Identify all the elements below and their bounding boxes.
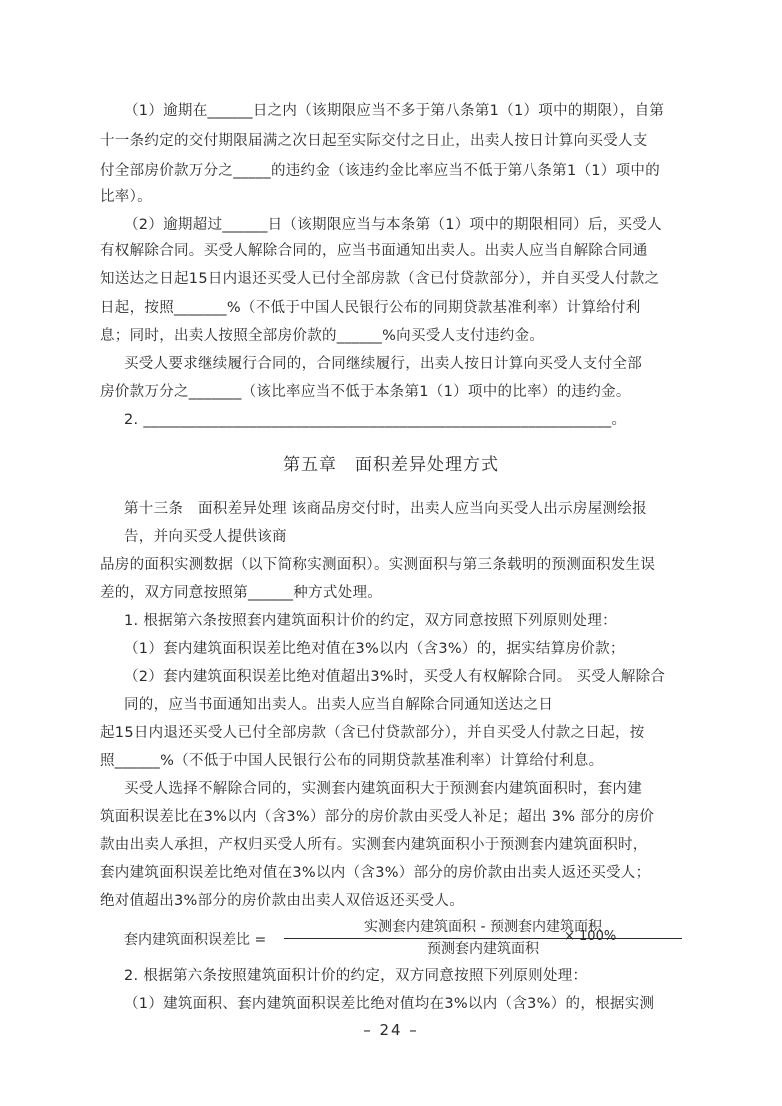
para-line: 差的，双方同意按照第______种方式处理。 [100, 585, 383, 601]
para-line: 照______%（不低于中国人民银行公布的同期贷款基准利率）计算给付利息。 [100, 753, 604, 769]
para-line: 第十三条 面积差异处理 该商品房交付时，出卖人应当向买受人出示房屋测绘报 [124, 501, 647, 517]
para-line: 买受人选择不解除合同的，实测套内建筑面积大于预测套内建筑面积时，套内建 [124, 781, 642, 797]
para-line: 付全部房价款万分之_____的违约金（该违约金比率应当不低于第八条第1（1）项中的 [100, 163, 660, 179]
para-line: （1）套内建筑面积误差比绝对值在3%以内（含3%）的，据实结算房价款； [124, 641, 625, 657]
formula-denominator: 预测套内建筑面积 [427, 941, 539, 957]
para-line: 款由出卖人承担，产权归买受人所有。实测套内建筑面积小于预测套内建筑面积时， [100, 837, 648, 853]
para-line: 房价款万分之_______（该比率应当不低于本条第1（1）项中的比率）的违约金。 [100, 384, 631, 400]
para-line: 十一条约定的交付期限届满之次日起至实际交付之日止，出卖人按日计算向买受人支 [100, 133, 648, 149]
para-line: 日起，按照_______%（不低于中国人民银行公布的同期贷款基准利率）计算给付利 [100, 300, 641, 316]
para-line: 2. 根据第六条按照建筑面积计价的约定，双方同意按照下列原则处理： [124, 968, 588, 984]
para-line: （2）套内建筑面积误差比绝对值超出3%时，买受人有权解除合同。 买受人解除合 [124, 669, 666, 685]
para-line: 1. 根据第六条按照套内建筑面积计价的约定，双方同意按照下列原则处理： [124, 613, 617, 629]
para-line: 品房的面积实测数据（以下简称实测面积）。实测面积与第三条载明的预测面积发生误 [100, 557, 656, 573]
para-line: （1）逾期在______日之内（该期限应当不多于第八条第1（1）项中的期限），自第 [124, 103, 665, 119]
formula-multiplier: × 100% [564, 929, 617, 944]
formula-numerator: 实测套内建筑面积 - 预测套内建筑面积 [364, 919, 602, 935]
page-number: – 24 – [363, 1021, 419, 1039]
para-line: 告，并向买受人提供该商 [124, 529, 287, 545]
para-line: 同的，应当书面通知出卖人。出卖人应当自解除合同通知送达之日 [124, 697, 554, 713]
chapter-heading: 第五章 面积差异处理方式 [283, 455, 499, 475]
para-line: 绝对值超出3%部分的房价款由出卖人双倍返还买受人。 [100, 893, 465, 909]
para-line: 2. ______________________________________________________________。 [124, 412, 627, 428]
para-line: （2）逾期超过______日（该期限应当与本条第（1）项中的期限相同）后，买受人 [124, 217, 662, 233]
para-line: 有权解除合同。买受人解除合同的，应当书面通知出卖人。出卖人应当自解除合同通 [100, 243, 648, 259]
para-line: 起15日内退还买受人已付全部房款（含已付贷款部分），并自买受人付款之日起，按 [100, 725, 645, 741]
para-line: 比率）。 [100, 189, 152, 205]
para-line: 买受人要求继续履行合同的，合同继续履行，出卖人按日计算向买受人支付全部 [124, 356, 642, 372]
formula-lhs: 套内建筑面积误差比 = [124, 932, 267, 948]
para-line: 筑面积误差比在3%以内（含3%）部分的房价款由买受人补足；超出 3% 部分的房价 [100, 809, 655, 825]
para-line: （1）建筑面积、套内建筑面积误差比绝对值均在3%以内（含3%）的，根据实测 [124, 996, 655, 1012]
para-line: 息；同时，出卖人按照全部房价款的______%向买受人支付违约金。 [100, 328, 545, 344]
para-line: 套内建筑面积误差比绝对值在3%以内（含3%）部分的房价款由出卖人返还买受人； [100, 865, 651, 881]
para-line: 知送达之日起15日内退还买受人已付全部房款（含已付贷款部分），并自买受人付款之 [100, 271, 660, 287]
